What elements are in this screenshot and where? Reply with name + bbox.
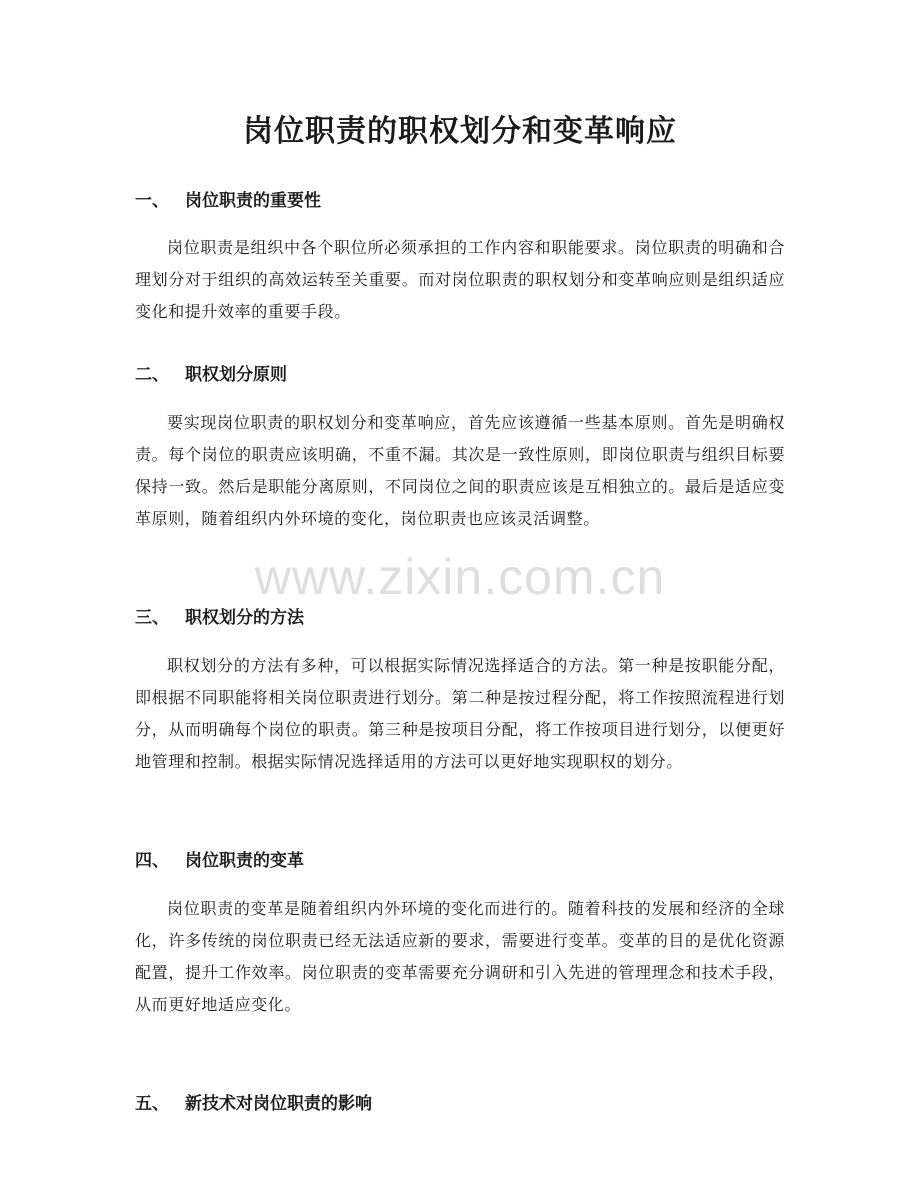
section-number: 五、 [135, 1094, 169, 1114]
section-heading-3 [135, 605, 304, 631]
section-number: 三、 [135, 608, 169, 628]
section-title: 岗位职责的重要性 [185, 191, 321, 211]
section-number: 二、 [135, 365, 169, 385]
section-heading-2 [135, 362, 287, 388]
section-title: 新技术对岗位职责的影响 [185, 1094, 372, 1114]
section-number: 四、 [135, 851, 169, 871]
document-title: 岗位职责的职权划分和变革响应 [243, 114, 677, 149]
section-number: 一、 [135, 191, 169, 211]
section-heading-4 [135, 848, 304, 874]
section-paragraph-3: 职权划分的方法有多种，可以根据实际情况选择适合的方法。第一种是按职能分配，即根据不同职能将相关岗位职责进行划分。第二种是按过程分配，将工作按照流程进行划分，从而明确每个岗位的职责。第三种是按项目分配，将工作按项目进行划分，以便更好地管理和控制。根据实际情况选择适用的方法可以更好地实现职权的划分。 [135, 656, 785, 771]
watermark: www.zixin.com.cn [254, 549, 666, 605]
section-heading-1 [135, 188, 321, 214]
section-title: 岗位职责的变革 [185, 851, 304, 871]
section-paragraph-1: 岗位职责是组织中各个职位所必须承担的工作内容和职能要求。岗位职责的明确和合理划分对于组织的高效运转至关重要。而对岗位职责的职权划分和变革响应则是组织适应变化和提升效率的重要手段。 [135, 238, 785, 321]
section-title: 职权划分原则 [185, 365, 287, 385]
section-paragraph-2: 要实现岗位职责的职权划分和变革响应，首先应该遵循一些基本原则。首先是明确权责。每个岗位的职责应该明确，不重不漏。其次是一致性原则，即岗位职责与组织目标要保持一致。然后是职能分离原则，不同岗位之间的职责应该是互相独立的。最后是适应变革原则，随着组织内外环境的变化，岗位职责也应该灵活调整。 [135, 413, 785, 528]
section-heading-5 [135, 1091, 372, 1117]
section-paragraph-4: 岗位职责的变革是随着组织内外环境的变化而进行的。随着科技的发展和经济的全球化，许多传统的岗位职责已经无法适应新的要求，需要进行变革。变革的目的是优化资源配置，提升工作效率。岗位职责的变革需要充分调研和引入先进的管理理念和技术手段，从而更好地适应变化。 [135, 899, 785, 1014]
section-title: 职权划分的方法 [185, 608, 304, 628]
